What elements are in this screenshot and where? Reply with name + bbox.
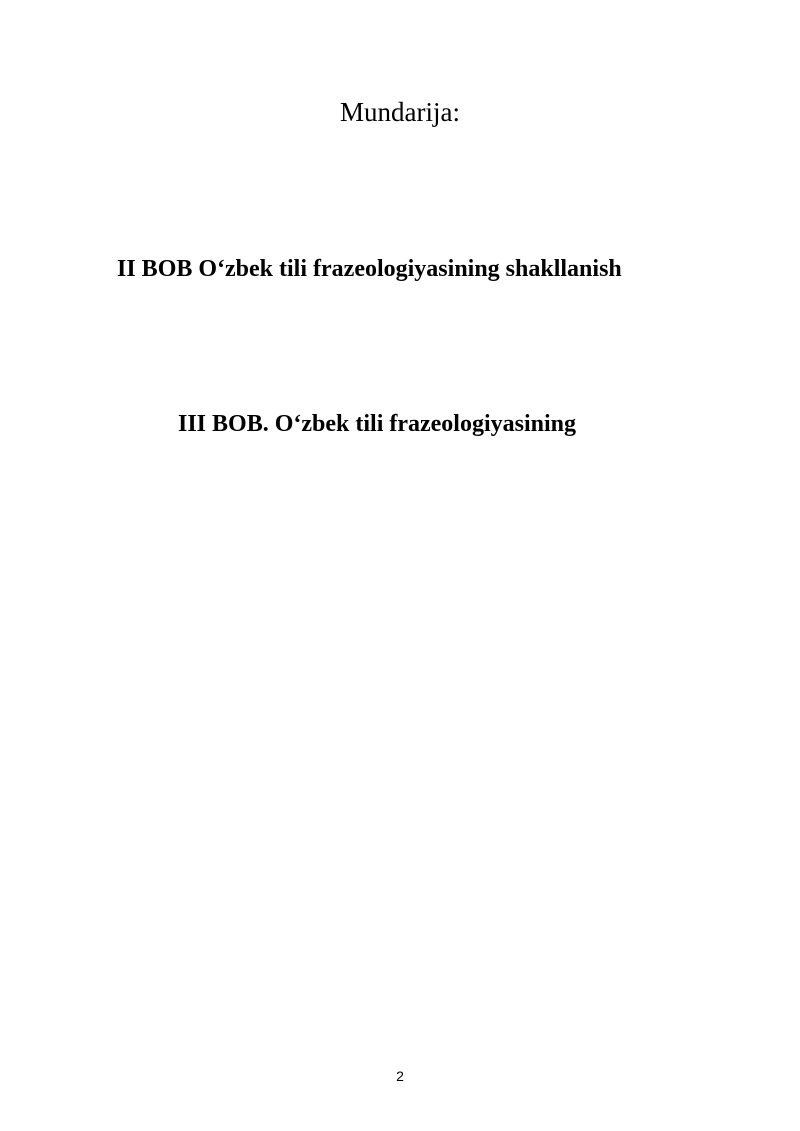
toc-title: Mundarija: <box>340 97 460 127</box>
page-number: 2 <box>396 1068 404 1084</box>
toc-chapter-2-heading[interactable]: II BOB O‘zbek tili frazeologiyasining shakllanish <box>117 256 622 282</box>
toc-chapter-3-heading[interactable]: III BOB. O‘zbek tili frazeologiyasining <box>178 411 577 437</box>
